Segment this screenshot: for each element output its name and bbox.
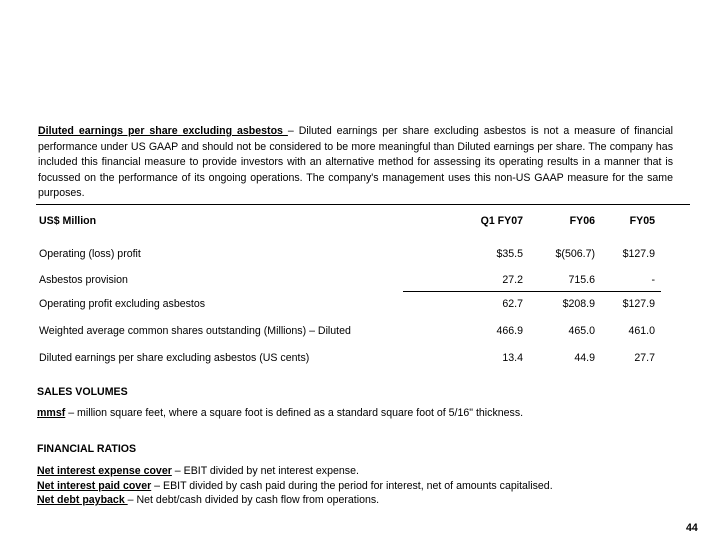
table-cell-q1fy07: $35.5 <box>496 248 523 260</box>
table-row-label: Operating (loss) profit <box>39 248 141 260</box>
table-cell-fy06: $208.9 <box>562 298 595 310</box>
table-cell-fy05: $127.9 <box>622 298 655 310</box>
table-row-label: Diluted earnings per share excluding asbestos (US cents) <box>39 352 310 364</box>
intro-term: Diluted earnings per share excluding asbestos <box>38 125 288 137</box>
ratio-definition <box>37 464 359 478</box>
table-cell-fy06: 465.0 <box>568 325 595 337</box>
definition-text: – Net debt/cash divided by cash flow from operations. <box>127 494 380 506</box>
intro-paragraph <box>38 124 673 202</box>
table-cell-fy06: 715.6 <box>568 274 595 286</box>
definition-text: – million square feet, where a square foot is defined as a standard square foot of 5/16" thickness. <box>65 407 524 419</box>
sales-volumes-heading: SALES VOLUMES <box>37 386 128 398</box>
table-cell-q1fy07: 62.7 <box>502 298 523 310</box>
table-row-label: Operating profit excluding asbestos <box>39 298 206 310</box>
definition-term: mmsf <box>37 407 66 419</box>
table-header-fy06: FY06 <box>569 215 595 227</box>
page-number: 44 <box>686 522 698 534</box>
table-cell-fy05: $127.9 <box>622 248 655 260</box>
table-cell-fy05: 461.0 <box>628 325 655 337</box>
definition-term: Net interest paid cover <box>37 480 152 492</box>
table-cell-fy05: 27.7 <box>634 352 655 364</box>
table-header-label: US$ Million <box>39 215 97 227</box>
definition-text: – EBIT divided by cash paid during the period for interest, net of amounts capitalised. <box>151 480 553 492</box>
table-cell-q1fy07: 27.2 <box>502 274 523 286</box>
table-row-label: Weighted average common shares outstanding (Millions) – Diluted <box>39 325 351 337</box>
table-header-q1fy07: Q1 FY07 <box>480 215 523 227</box>
table-cell-fy06: 44.9 <box>574 352 595 364</box>
table-cell-q1fy07: 13.4 <box>502 352 523 364</box>
financial-ratios-heading: FINANCIAL RATIOS <box>37 443 137 455</box>
table-row-label: Asbestos provision <box>39 274 128 286</box>
subtotal-rule <box>403 291 661 292</box>
table-cell-q1fy07: 466.9 <box>496 325 523 337</box>
table-cell-fy05: - <box>651 274 655 286</box>
ratio-definition <box>37 479 553 493</box>
definition-text: – EBIT divided by net interest expense. <box>171 465 359 477</box>
table-top-rule <box>36 204 690 205</box>
table-header-fy05: FY05 <box>629 215 655 227</box>
table-cell-fy06: $(506.7) <box>555 248 595 260</box>
definition-term: Net interest expense cover <box>37 465 172 477</box>
ratio-definition <box>37 493 379 507</box>
intro-text: – Diluted earnings per share excluding asbestos is not a measure of financial performance under US GAAP and should not be considered to be more meaningful than Diluted earnings per share. The company has included this financial measure to provide investors with an alternative method for assessing its operating results in a manner that is focussed on the performance of its ongoing operations. The company's management uses this non-US GAAP measure for the same purposes. <box>38 125 674 200</box>
definition-term: Net debt payback <box>37 494 128 506</box>
sales-volumes-definition <box>37 406 523 420</box>
